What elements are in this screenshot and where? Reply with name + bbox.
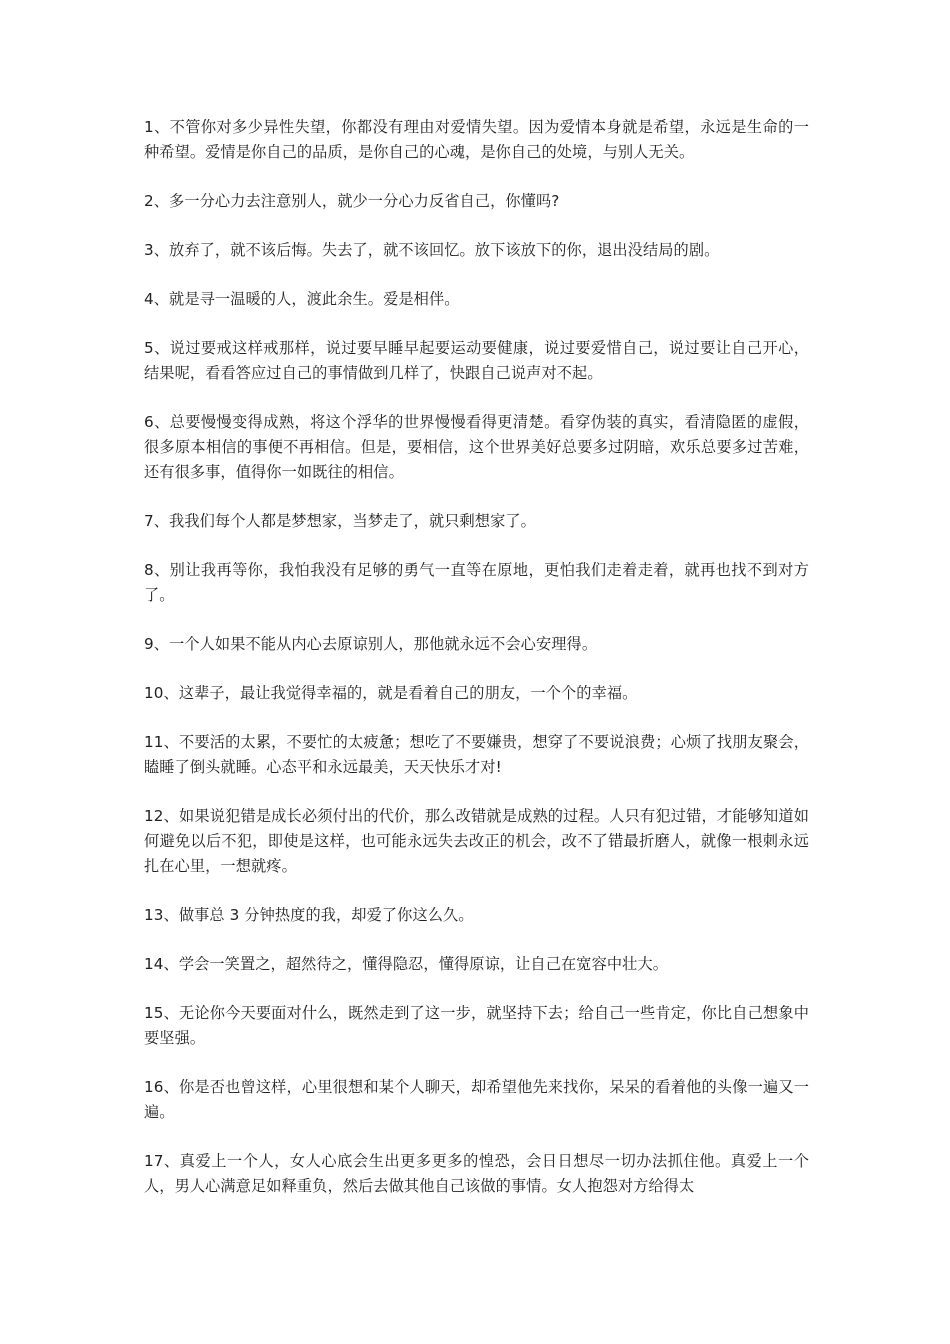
quote-paragraph-17: 17、真爱上一个人，女人心底会生出更多更多的惶恐，会日日想尽一切办法抓住他。真爱上一个人，男人心满意足如释重负，然后去做其他自己该做的事情。女人抱怨对方给得太	[144, 1152, 809, 1195]
quote-paragraph-4: 4、就是寻一温暖的人，渡此余生。爱是相伴。	[144, 290, 460, 308]
quote-paragraph-3: 3、放弃了，就不该后悔。失去了，就不该回忆。放下该放下的你，退出没结局的剧。	[144, 241, 720, 259]
quote-paragraph-6: 6、总要慢慢变得成熟，将这个浮华的世界慢慢看得更清楚。看穿伪装的真实，看清隐匿的虚假，很多原本相信的事便不再相信。但是，要相信，这个世界美好总要多过阴暗，欢乐总要多过苦难，还有很多事，值得你一如既往的相信。	[144, 413, 809, 481]
quote-paragraph-15: 15、无论你今天要面对什么，既然走到了这一步，就坚持下去；给自己一些肯定，你比自己想象中要坚强。	[144, 1004, 809, 1047]
quote-paragraph-5: 5、说过要戒这样戒那样，说过要早睡早起要运动要健康，说过要爱惜自己，说过要让自己开心，结果呢，看看答应过自己的事情做到几样了，快跟自己说声对不起。	[144, 339, 809, 382]
document-body	[144, 115, 809, 1223]
quote-paragraph-7: 7、我我们每个人都是梦想家，当梦走了，就只剩想家了。	[144, 512, 536, 530]
quote-paragraph-1: 1、不管你对多少异性失望，你都没有理由对爱情失望。因为爱情本身就是希望，永远是生命的一种希望。爱情是你自己的品质，是你自己的心魂，是你自己的处境，与别人无关。	[144, 118, 809, 161]
quote-paragraph-2: 2、多一分心力去注意别人，就少一分心力反省自己，你懂吗?	[144, 192, 560, 210]
quote-paragraph-16: 16、你是否也曾这样，心里很想和某个人聊天，却希望他先来找你，呆呆的看着他的头像一遍又一遍。	[144, 1078, 809, 1121]
quote-paragraph-13: 13、做事总 3 分钟热度的我，却爱了你这么久。	[144, 906, 474, 924]
quote-paragraph-14: 14、学会一笑置之，超然待之，懂得隐忍，懂得原谅，让自己在宽容中壮大。	[144, 955, 669, 973]
quote-paragraph-11: 11、不要活的太累，不要忙的太疲惫；想吃了不要嫌贵，想穿了不要说浪费；心烦了找朋友聚会，瞌睡了倒头就睡。心态平和永远最美，天天快乐才对!	[144, 733, 809, 776]
quote-paragraph-12: 12、如果说犯错是成长必须付出的代价，那么改错就是成熟的过程。人只有犯过错，才能够知道如何避免以后不犯，即使是这样，也可能永远失去改正的机会，改不了错最折磨人，就像一根刺永远扎在心里，一想就疼。	[144, 807, 809, 875]
quote-paragraph-8: 8、别让我再等你，我怕我没有足够的勇气一直等在原地，更怕我们走着走着，就再也找不到对方了。	[144, 561, 809, 604]
quote-paragraph-9: 9、一个人如果不能从内心去原谅别人，那他就永远不会心安理得。	[144, 635, 598, 653]
quote-paragraph-10: 10、这辈子，最让我觉得幸福的，就是看着自己的朋友，一个个的幸福。	[144, 684, 638, 702]
